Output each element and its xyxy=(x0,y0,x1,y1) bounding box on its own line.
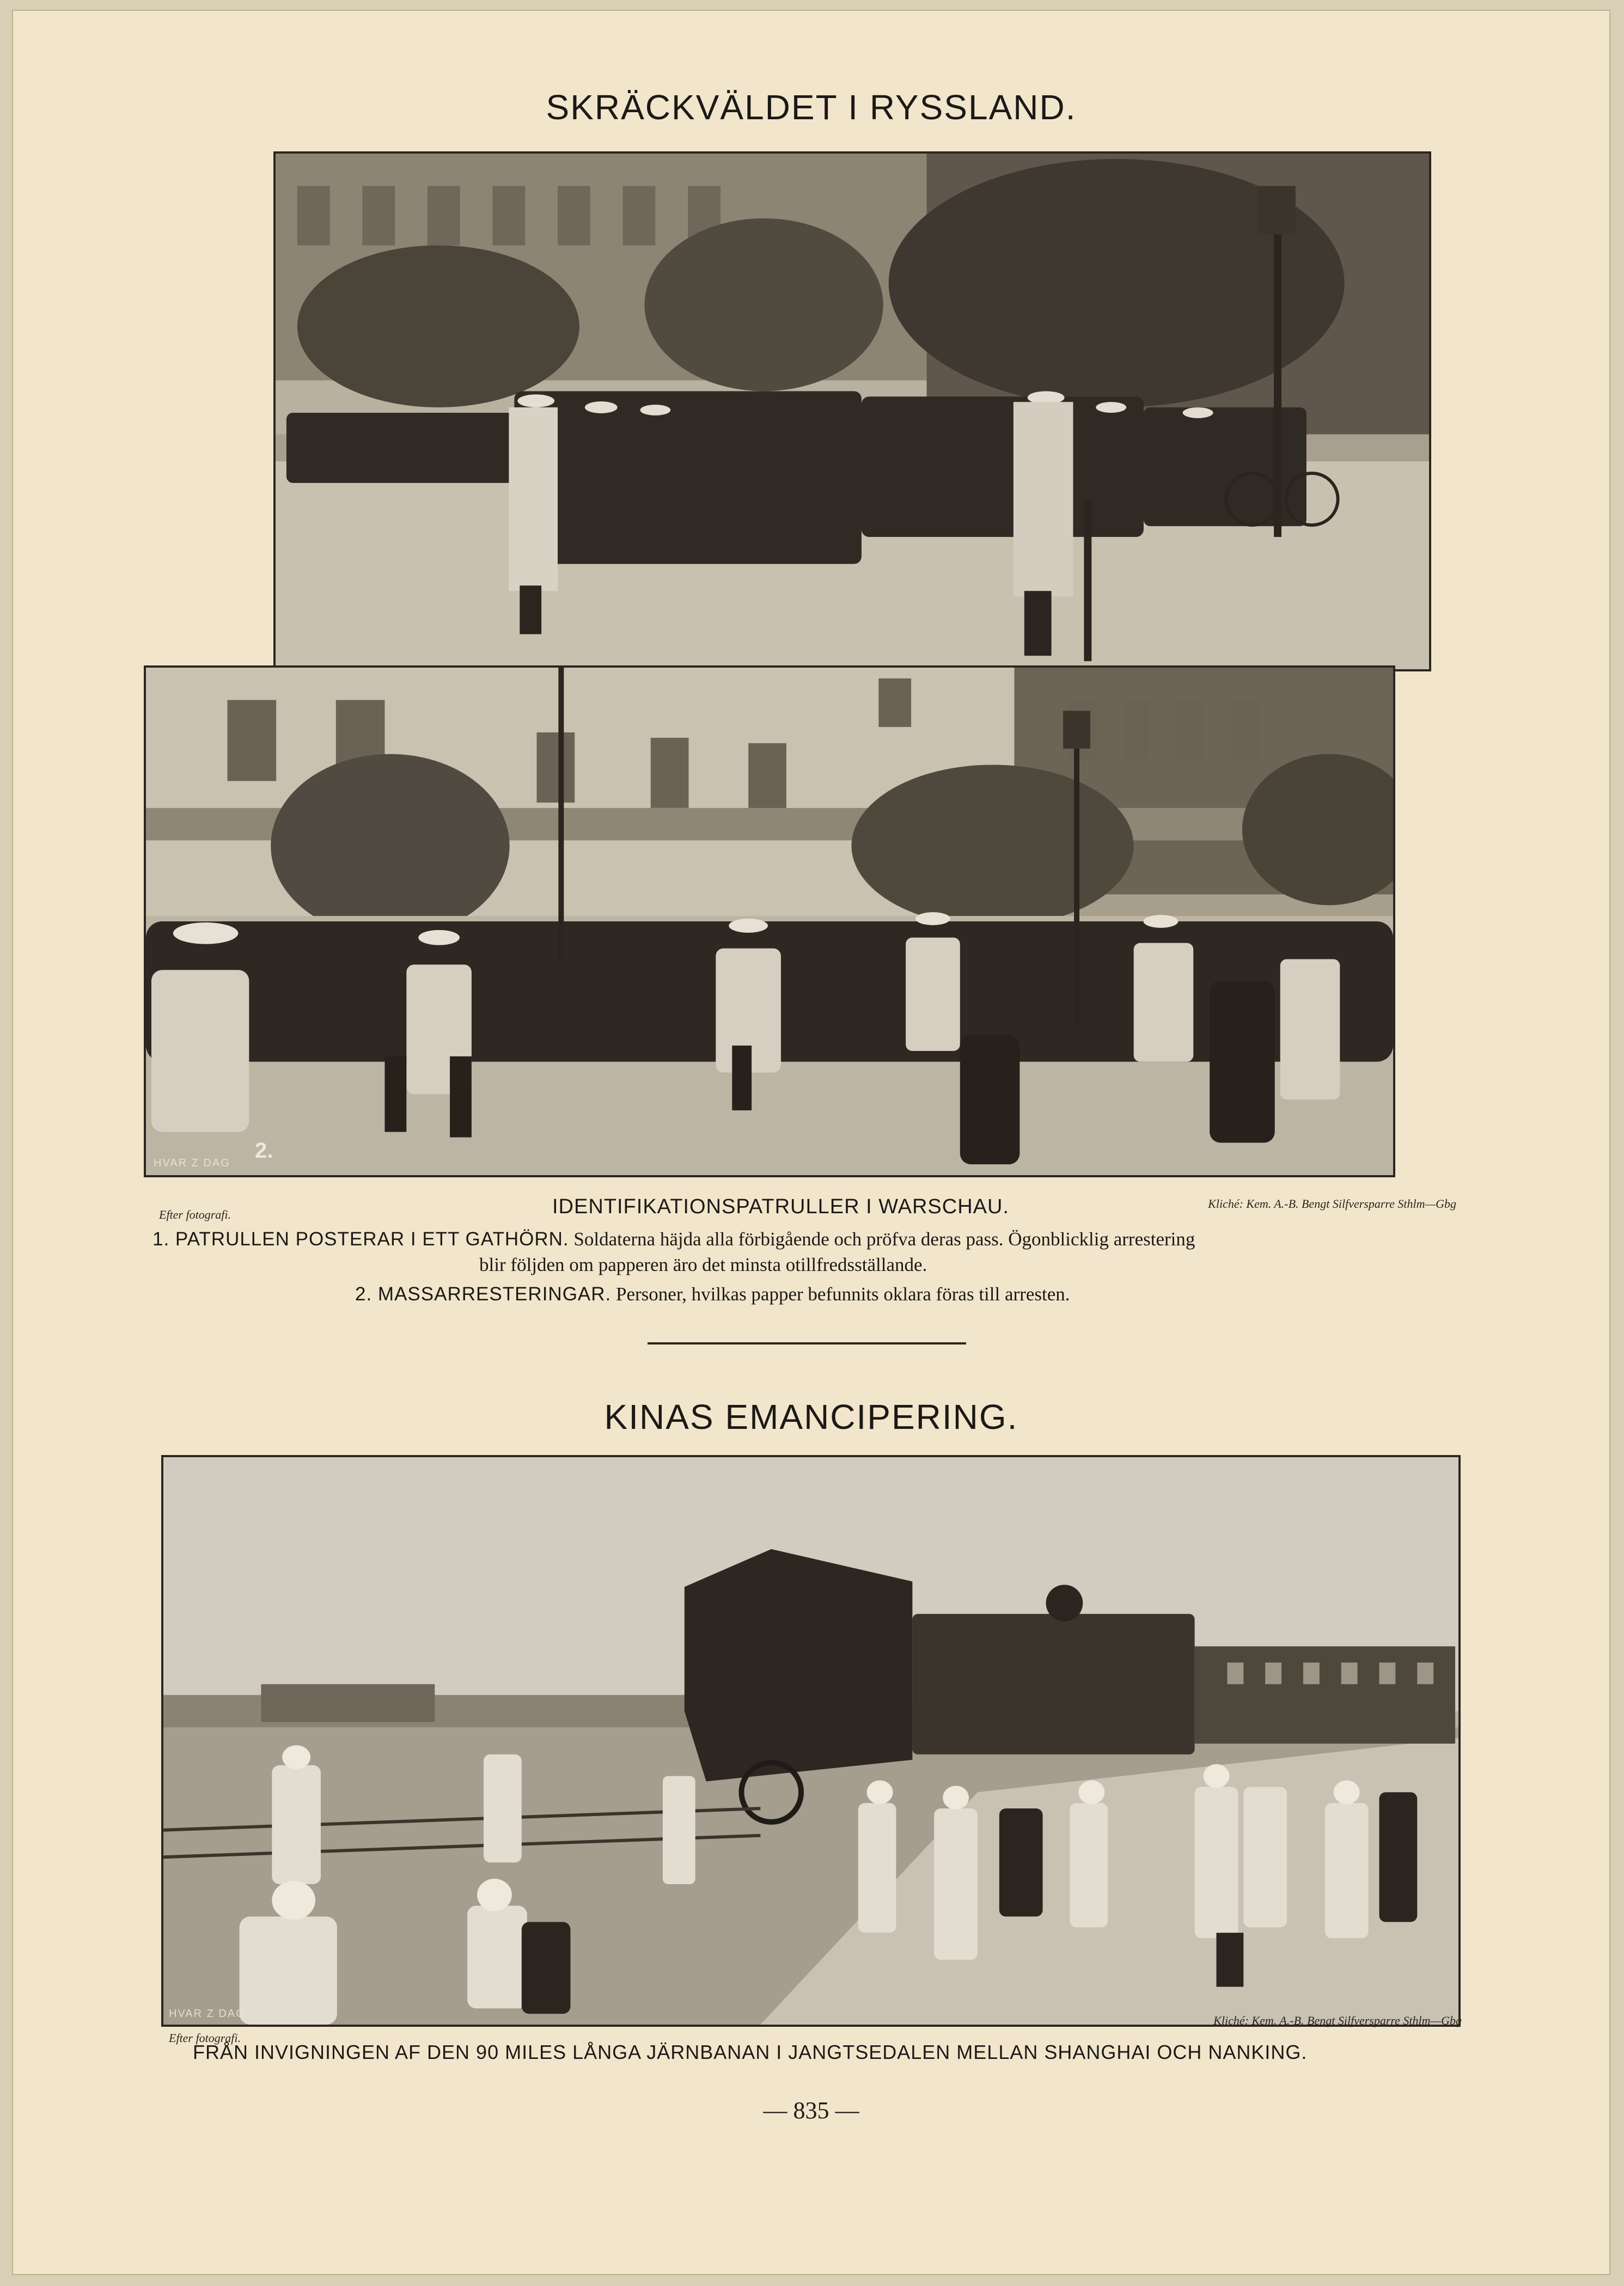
photo-railway-inauguration-image xyxy=(163,1457,1458,2025)
engraver-credit-china: Kliché: Kem. A.-B. Bengt Silfversparre Sthlm—Gbg xyxy=(1213,2014,1462,2027)
caption-2-text: Personer, hvilkas papper befunnits oklara föras till arresten. xyxy=(616,1283,1070,1305)
section-heading-russia: SKRÄCKVÄLDET I RYSSLAND. xyxy=(546,88,1077,127)
photo-number-marker: 2. xyxy=(255,1139,273,1163)
caption-1 xyxy=(152,1228,1195,1250)
photo-credit: Efter fotografi. xyxy=(159,1208,231,1221)
photo-credit-china: Efter fotografi. xyxy=(169,2031,241,2045)
photo-stamp: HVAR Z DAG xyxy=(154,1157,230,1169)
photo-stamp-china: HVAR Z DAG xyxy=(169,2008,246,2020)
caption-1-lead: 1. PATRULLEN POSTERAR I ETT GATHÖRN. xyxy=(152,1228,569,1250)
caption-2-lead: 2. MASSARRESTERINGAR. xyxy=(355,1283,612,1305)
caption-2 xyxy=(355,1283,1070,1305)
section-divider xyxy=(648,1342,966,1344)
magazine-page xyxy=(12,10,1610,2275)
engraver-credit: Kliché: Kem. A.-B. Bengt Silfversparre Sthlm—Gbg xyxy=(1208,1197,1456,1211)
caption-1-continued: blir följden om papperen äro det minsta otillfredsställande. xyxy=(479,1254,927,1275)
caption-1-text-a: Soldaterna häjda alla förbigående och pröfva deras pass. Ögonblicklig arrestering xyxy=(573,1228,1195,1250)
photo-patrol-street-corner-image xyxy=(276,154,1429,669)
photo-mass-arrests-image xyxy=(146,668,1393,1175)
photo-railway-inauguration xyxy=(161,1455,1461,2027)
photo-mass-arrests xyxy=(144,665,1395,1177)
photo-patrol-street-corner xyxy=(273,151,1431,671)
caption-railway: FRÅN INVIGNINGEN AF DEN 90 MILES LÅNGA JÄRNBANAN I JANGTSEDALEN MELLAN SHANGHAI OCH NANKING. xyxy=(193,2041,1308,2063)
page-number: — 835 — xyxy=(763,2097,859,2124)
caption-title-warsaw: IDENTIFIKATIONSPATRULLER I WARSCHAU. xyxy=(552,1195,1010,1218)
section-heading-china: KINAS EMANCIPERING. xyxy=(604,1397,1018,1437)
